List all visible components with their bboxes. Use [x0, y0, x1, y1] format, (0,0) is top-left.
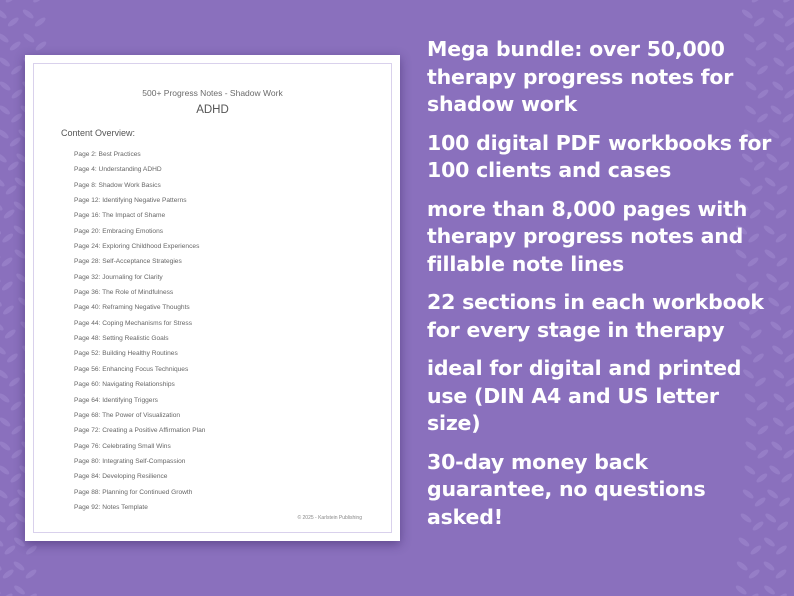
leaf-shape: [6, 352, 19, 364]
feature-item: 30-day money back guarantee, no questions asked!: [427, 449, 706, 529]
feature-item: ideal for digital and printed use (DIN A4 and US letter size): [427, 356, 742, 435]
leaf-shape: [25, 592, 38, 596]
toc-item: Page 68: The Power of Visualization: [74, 411, 181, 419]
leaf-shape: [782, 448, 794, 460]
leaf-shape: [784, 64, 794, 76]
leaf-shape: [776, 520, 789, 532]
leaf-shape: [34, 40, 47, 52]
toc-item: Page 40: Reframing Negative Thoughts: [74, 304, 190, 312]
leaf-shape: [7, 496, 20, 508]
toc-item: Page 28: Self-Acceptance Strategies: [74, 258, 182, 266]
feature-item: Mega bundle: over 50,000 therapy progress notes for shadow work: [427, 37, 734, 116]
feature-list: [427, 36, 777, 542]
leaf-shape: [0, 224, 2, 236]
leaf-shape: [10, 88, 23, 100]
toc-heading: Content Overview:: [61, 128, 136, 138]
leaf-shape: [0, 256, 13, 268]
leaf-shape: [21, 8, 34, 20]
leaf-shape: [747, 568, 760, 580]
leaf-shape: [9, 136, 22, 148]
toc-item: Page 24: Exploring Childhood Experiences: [74, 243, 200, 251]
leaf-shape: [771, 8, 784, 20]
feature-item: 100 digital PDF workbooks for 100 clients and cases: [427, 130, 772, 182]
leaf-shape: [763, 584, 776, 596]
leaf-shape: [784, 376, 794, 388]
leaf-shape: [0, 536, 5, 548]
leaf-shape: [7, 16, 20, 28]
leaf-shape: [750, 0, 763, 4]
leaf-shape: [4, 0, 17, 4]
leaf-shape: [0, 464, 11, 476]
leaf-shape: [2, 304, 15, 316]
leaf-shape: [1, 280, 14, 292]
leaf-shape: [2, 208, 15, 220]
toc-item: Page 8: Shadow Work Basics: [74, 181, 161, 189]
leaf-shape: [0, 248, 2, 260]
leaf-shape: [783, 352, 794, 364]
leaf-shape: [734, 584, 747, 596]
leaf-shape: [9, 472, 22, 484]
leaf-shape: [0, 440, 12, 452]
leaf-shape: [783, 16, 794, 28]
leaf-shape: [746, 592, 759, 596]
toc-item: Page 76: Celebrating Small Wins: [74, 442, 171, 450]
leaf-shape: [0, 392, 11, 404]
toc-item: Page 52: Building Healthy Routines: [74, 350, 178, 358]
leaf-shape: [779, 136, 792, 148]
leaf-shape: [775, 184, 788, 196]
leaf-shape: [5, 520, 18, 532]
leaf-shape: [24, 568, 37, 580]
leaf-shape: [784, 40, 794, 52]
leaf-shape: [12, 200, 25, 212]
toc-item: Page 36: The Role of Mindfulness: [74, 289, 174, 297]
toc-item: Page 56: Enhancing Focus Techniques: [74, 365, 189, 373]
leaf-shape: [9, 400, 22, 412]
leaf-shape: [779, 304, 792, 316]
leaf-shape: [753, 16, 766, 28]
leaf-shape: [33, 16, 46, 28]
toc-item: Page 4: Understanding ADHD: [74, 166, 162, 174]
leaf-shape: [13, 584, 26, 596]
leaf-shape: [3, 544, 16, 556]
leaf-shape: [784, 400, 794, 412]
copyright-notice: © 2025 - Karlstein Publishing: [297, 515, 362, 521]
toc-item: Page 60: Navigating Relationships: [74, 381, 175, 389]
leaf-shape: [4, 184, 17, 196]
toc-item: Page 72: Creating a Positive Affirmation Plan: [74, 427, 206, 435]
leaf-shape: [782, 0, 794, 4]
leaf-shape: [762, 560, 775, 572]
toc-item: Page 2: Best Practices: [74, 151, 141, 158]
table-of-contents: [74, 147, 205, 515]
leaf-shape: [749, 544, 762, 556]
leaf-shape: [0, 272, 2, 284]
leaf-shape: [0, 488, 9, 500]
leaf-shape: [774, 568, 787, 580]
leaf-shape: [775, 544, 788, 556]
leaf-shape: [0, 176, 6, 188]
leaf-shape: [0, 80, 12, 92]
toc-item: Page 12: Identifying Negative Patterns: [74, 197, 187, 205]
leaf-shape: [0, 560, 3, 572]
leaf-shape: [0, 512, 7, 524]
leaf-shape: [778, 496, 791, 508]
leaf-shape: [1, 568, 14, 580]
toc-item: Page 32: Journaling for Clarity: [74, 273, 163, 281]
leaf-shape: [0, 344, 7, 356]
document-subtitle: 500+ Progress Notes - Shadow Work: [142, 88, 283, 98]
leaf-shape: [775, 592, 788, 596]
leaf-shape: [781, 328, 794, 340]
leaf-shape: [0, 416, 12, 428]
toc-item: Page 84: Developing Resilience: [74, 473, 168, 481]
leaf-shape: [0, 104, 11, 116]
leaf-shape: [777, 280, 790, 292]
leaf-shape: [777, 160, 790, 172]
leaf-shape: [775, 256, 788, 268]
toc-item: Page 80: Integrating Self-Compassion: [74, 457, 186, 465]
leaf-shape: [784, 424, 794, 436]
leaf-shape: [0, 296, 3, 308]
leaf-shape: [10, 448, 23, 460]
leaf-shape: [12, 224, 25, 236]
toc-item: Page 92: Notes Template: [74, 503, 148, 511]
leaf-shape: [8, 40, 21, 52]
leaf-shape: [0, 32, 10, 44]
leaf-shape: [1, 232, 14, 244]
leaf-shape: [22, 32, 35, 44]
leaf-shape: [741, 8, 754, 20]
leaf-shape: [0, 592, 13, 596]
leaf-shape: [12, 560, 25, 572]
feature-item: 22 sections in each workbook for every stage in therapy: [427, 290, 764, 342]
leaf-shape: [0, 584, 2, 596]
toc-item: Page 64: Identifying Triggers: [74, 396, 158, 404]
leaf-shape: [783, 88, 794, 100]
toc-item: Page 44: Coping Mechanisms for Stress: [74, 319, 193, 327]
leaf-shape: [0, 368, 9, 380]
leaf-shape: [0, 200, 4, 212]
leaf-shape: [32, 0, 45, 4]
leaf-shape: [25, 544, 38, 556]
leaf-shape: [4, 328, 17, 340]
toc-item: Page 16: The Impact of Shame: [74, 212, 166, 220]
leaf-shape: [0, 320, 5, 332]
document-title: ADHD: [196, 104, 229, 116]
leaf-shape: [0, 56, 11, 68]
feature-item: more than 8,000 pages with therapy progress notes and fillable note lines: [427, 196, 748, 276]
document-preview: [25, 55, 400, 541]
leaf-shape: [10, 424, 23, 436]
toc-item: Page 48: Setting Realistic Goals: [74, 335, 169, 343]
toc-item: Page 88: Planning for Continued Growth: [74, 488, 193, 496]
leaf-shape: [7, 160, 20, 172]
leaf-shape: [10, 112, 23, 124]
leaf-shape: [10, 64, 23, 76]
leaf-shape: [735, 560, 748, 572]
leaf-shape: [781, 112, 794, 124]
leaf-shape: [0, 152, 8, 164]
leaf-shape: [0, 8, 8, 20]
leaf-shape: [780, 472, 793, 484]
leaf-shape: [8, 376, 21, 388]
leaf-shape: [0, 128, 10, 140]
toc-item: Page 20: Embracing Emotions: [74, 227, 164, 235]
